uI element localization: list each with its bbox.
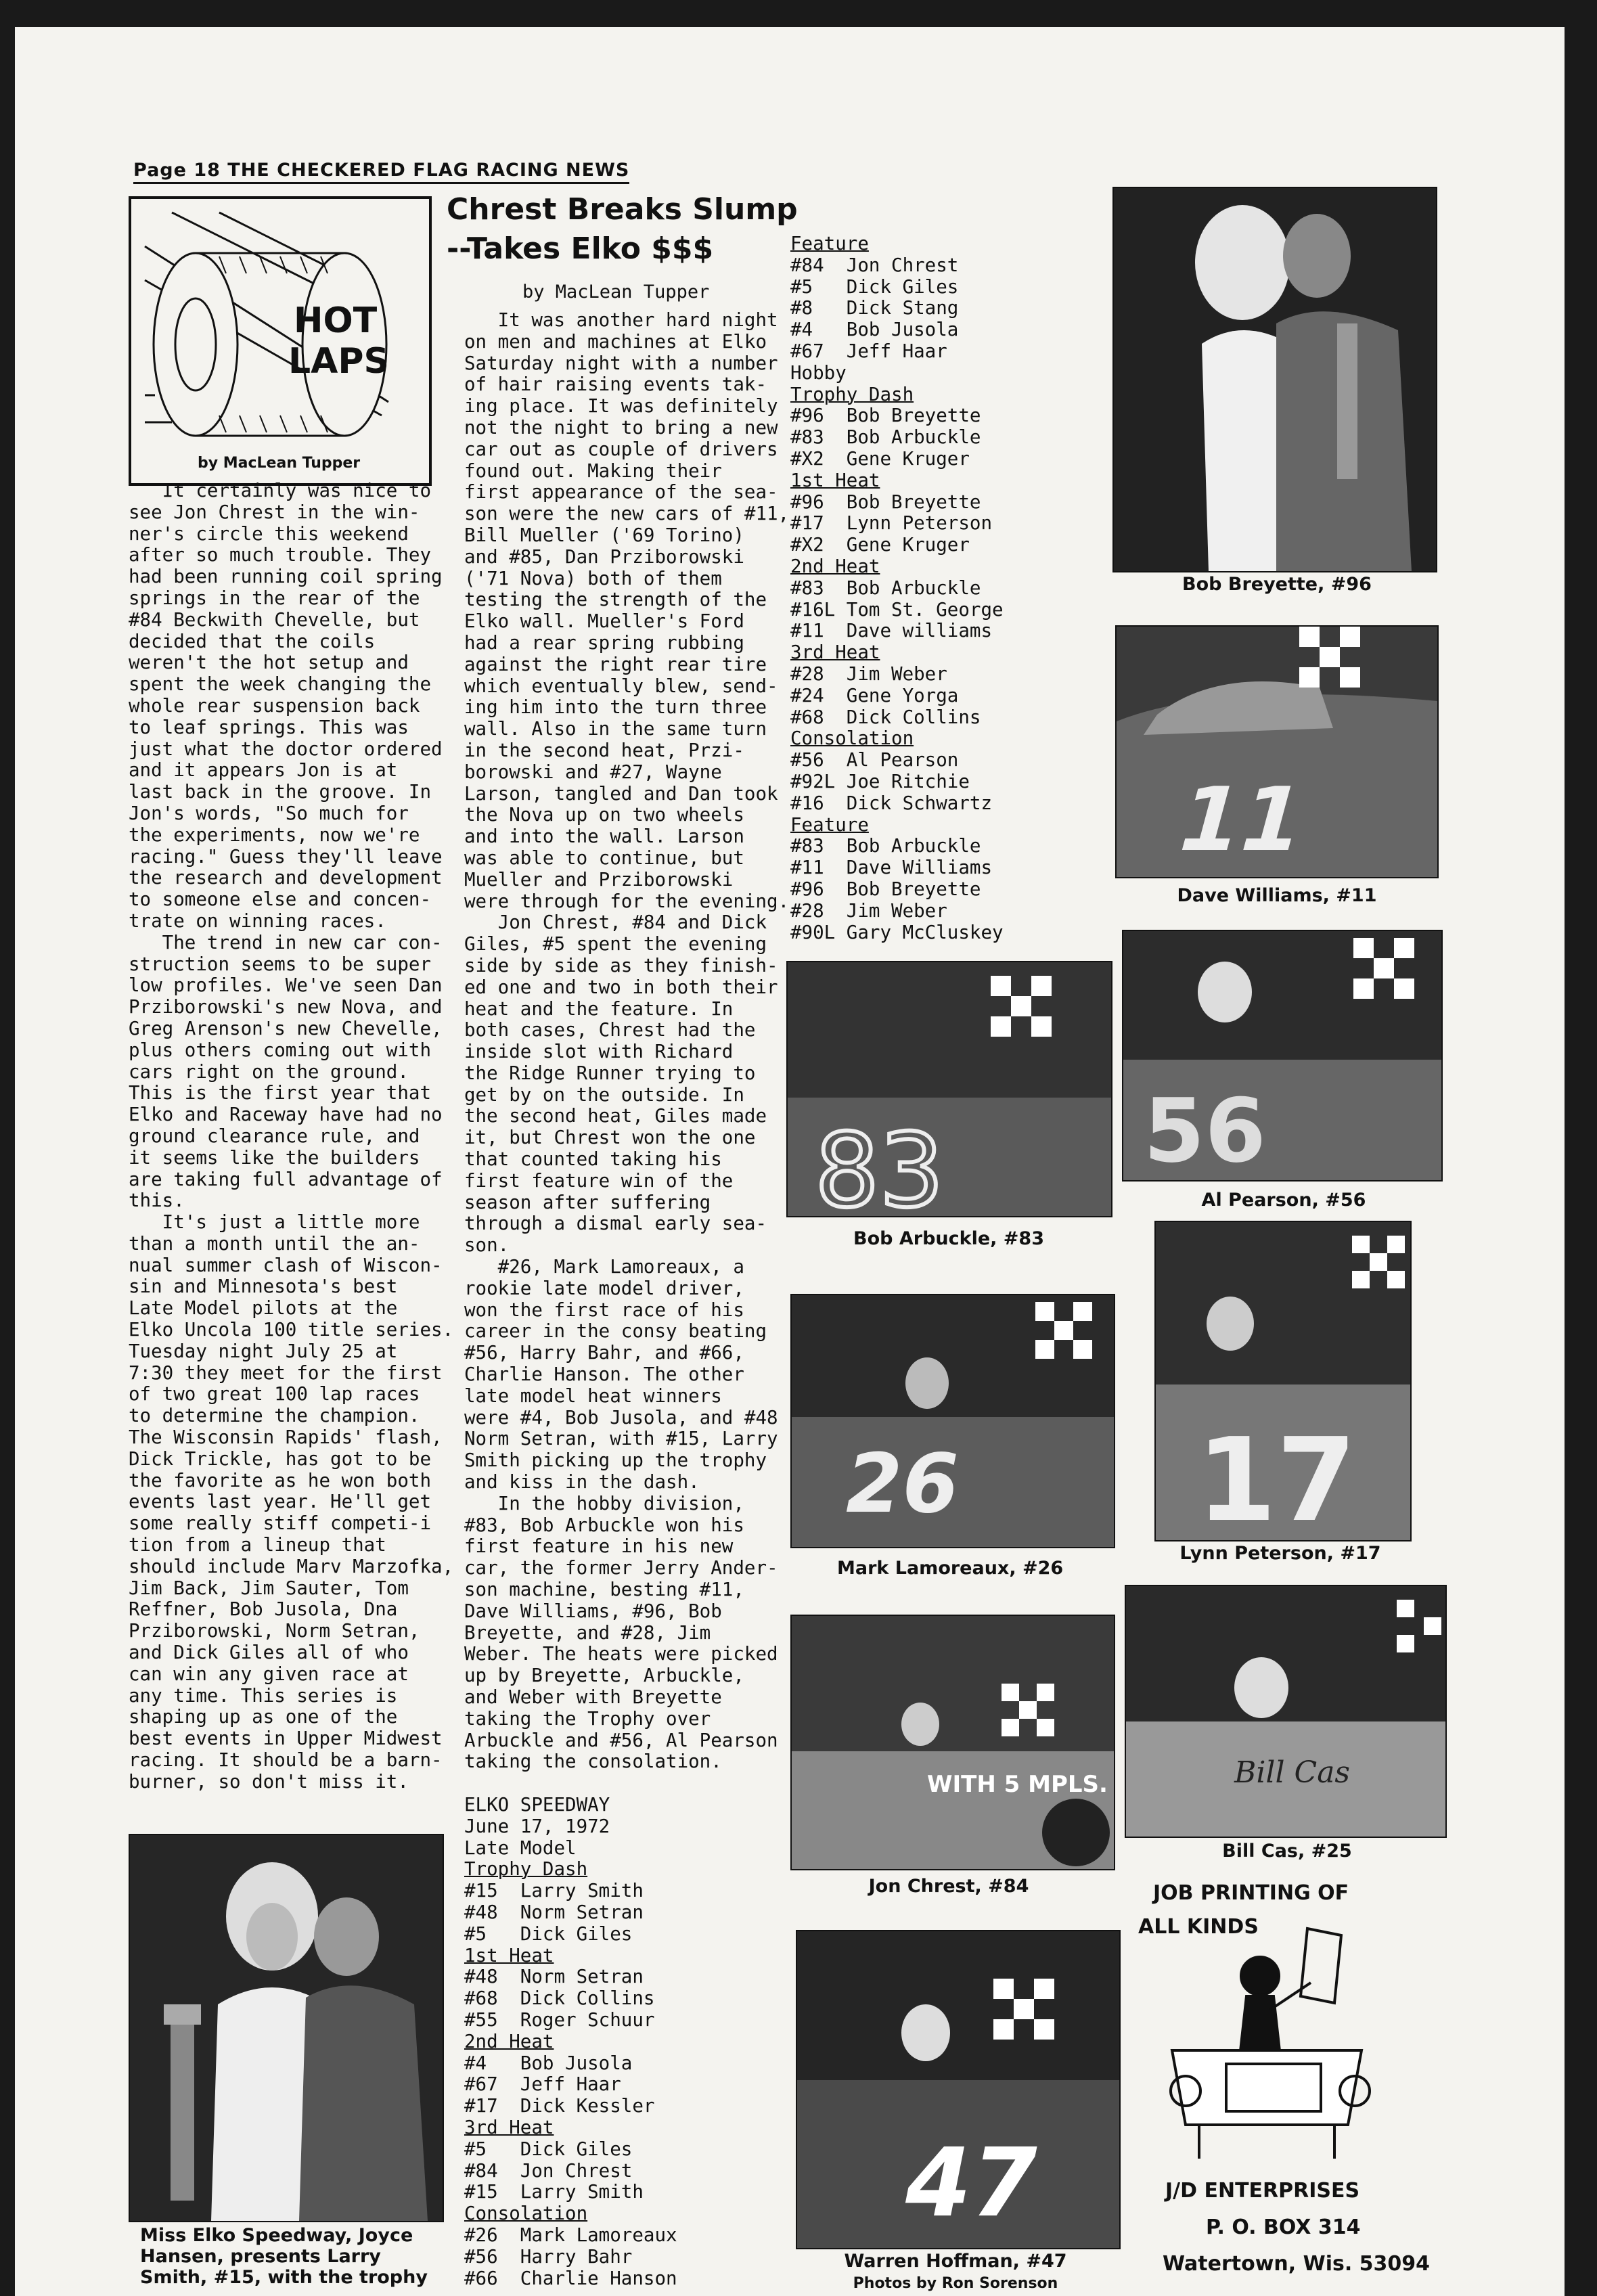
results-line: #56 Harry Bahr — [464, 2245, 633, 2268]
car-text-chrest: WITH 5 MPLS. — [927, 1771, 1108, 1798]
results-line: ELKO SPEEDWAY — [464, 1794, 610, 1816]
ad-line-2: ALL KINDS — [1138, 1915, 1259, 1939]
hot-laps-byline: by MacLean Tupper — [198, 455, 361, 472]
results-heading: Trophy Dash — [464, 1858, 588, 1881]
results-line: #48 Norm Setran — [464, 1901, 644, 1923]
results-heading: Consolation — [790, 727, 914, 750]
results-line: #67 Jeff Haar — [790, 340, 947, 362]
photo-bill-cas — [1125, 1585, 1447, 1838]
hot-laps-logo-word-1: HOT — [294, 300, 378, 341]
caption-miss-elko: Miss Elko Speedway, Joyce Hansen, presents Larry Smith, #15, with the trophy — [140, 2225, 428, 2288]
results-line: #84 Jon Chrest — [790, 254, 959, 276]
car-number-hoffman: 47 — [905, 2128, 1037, 2238]
results-line: #5 Dick Giles — [790, 275, 959, 298]
results-line: #83 Bob Arbuckle — [790, 577, 981, 599]
results-heading: 3rd Heat — [464, 2116, 554, 2138]
photo-jon-chrest — [790, 1615, 1115, 1870]
results-line: #X2 Gene Kruger — [790, 534, 970, 556]
article-body: It was another hard night on men and machines at Elko Saturday night with a number of hair raising events tak- ing place. It was definitely not the night to bring a new car out as couple of drivers found out. Making their first appearance of the sea- son were the new cars of #11, Bill Mueller ('69 Torino) and #85, Dan Prziborowski ('71 Nova) both of them testing the strength of the Elko wall. Mueller's Ford had a rear spring rubbing against the right rear tire which eventually blew, send- ing him into the turn three wall. Also in the same turn in the second heat, Przi- borowski and #27, Wayne Larson, tangled and Dan took the Nova up on two wheels and into the wall. Larson was able to continue, but Mueller and Prziborowski were through for the evening. Jon Chrest, #84 and Dick Giles, #5 spent the evening side by side as they finish- ed one and two in both their heat and the feature. In both cases, Chrest had the inside slot with Richard the Ridge Runner trying to get by on the outside. In the second heat, Giles made it, but Chrest won the one that counted taking his first feature win of the season after suffering through a dismal early sea- son. #26, Mark Lamoreaux, a rookie late model driver, won the first race of his career in the consy beating #56, Harry Bahr, and #66, Charlie Hanson. The other late model heat winners were #4, Bob Jusola, and #48 Norm Setran, with #15, Larry Smith picking up the trophy and kiss in the dash. In the hobby division, #83, Bob Arbuckle won his first feature in his new car, the former Jerry Ander- son machine, besting #11, Dave Williams, #96, Bob Breyette, and #28, Jim Weber. The heats were picked up by Breyette, Arbuckle, and Weber with Breyette taking the Trophy over Arbuckle and #56, Al Pearson taking the consolation. — [464, 309, 790, 1773]
photo-dave-williams — [1115, 625, 1439, 878]
results-heading: Feature — [790, 813, 869, 836]
car-number-peterson: 17 — [1196, 1414, 1357, 1540]
results-line: Hobby — [790, 361, 847, 384]
caption-williams: Dave Williams, #11 — [1177, 885, 1377, 906]
photo-credit: Photos by Ron Sorenson — [853, 2275, 1058, 2292]
article-headline-line-2: --Takes Elko $$$ — [447, 231, 714, 266]
results-line: #17 Dick Kessler — [464, 2095, 655, 2117]
caption-arbuckle: Bob Arbuckle, #83 — [853, 1228, 1044, 1249]
results-heading: Feature — [790, 233, 869, 254]
results-heading: 2nd Heat — [464, 2030, 554, 2052]
results-line: #83 Bob Arbuckle — [790, 426, 981, 449]
results-line: #66 Charlie Hanson — [464, 2267, 677, 2289]
results-line: Late Model — [464, 1837, 577, 1859]
caption-lamoreaux: Mark Lamoreaux, #26 — [837, 1558, 1064, 1579]
results-line: #96 Bob Breyette — [790, 491, 981, 513]
results-heading: 1st Heat — [790, 469, 880, 491]
results-line: #5 Dick Giles — [464, 1922, 633, 1945]
photo-al-pearson — [1122, 930, 1443, 1181]
caption-hoffman: Warren Hoffman, #47 — [844, 2251, 1067, 2272]
newspaper-page — [15, 27, 1565, 2296]
photo-warren-hoffman — [796, 1930, 1121, 2249]
ad-company: J/D ENTERPRISES — [1165, 2179, 1360, 2203]
results-late-model — [464, 1795, 775, 2289]
page-header: Page 18 THE CHECKERED FLAG RACING NEWS — [133, 160, 629, 184]
results-line: #16 Dick Schwartz — [790, 792, 993, 814]
results-line: #X2 Gene Kruger — [790, 447, 970, 470]
results-line: #67 Jeff Haar — [464, 2073, 621, 2096]
results-line: #56 Al Pearson — [790, 749, 959, 771]
results-line: #96 Bob Breyette — [790, 405, 981, 427]
results-line: #90L Gary McCluskey — [790, 921, 1004, 943]
printing-press-illustration — [1159, 1922, 1375, 2165]
results-line: #68 Dick Collins — [790, 706, 981, 728]
results-line: #11 Dave williams — [790, 620, 993, 642]
results-heading: 3rd Heat — [790, 641, 880, 664]
results-line: #16L Tom St. George — [790, 598, 1004, 621]
results-line: #84 Jon Chrest — [464, 2159, 633, 2182]
results-heading: Consolation — [464, 2203, 588, 2225]
ad-po-box: P. O. BOX 314 — [1206, 2215, 1361, 2239]
article-headline-line-1: Chrest Breaks Slump — [447, 192, 798, 227]
photo-lynn-peterson — [1154, 1221, 1412, 1541]
results-line: #48 Norm Setran — [464, 1966, 644, 1988]
ad-line-1: JOB PRINTING OF — [1153, 1881, 1349, 1905]
hot-laps-logo-word-2: LAPS — [288, 341, 389, 382]
caption-peterson: Lynn Peterson, #17 — [1179, 1543, 1381, 1564]
results-line: #8 Dick Stang — [790, 297, 959, 319]
results-line: #5 Dick Giles — [464, 2138, 633, 2160]
car-number-lamoreaux: 26 — [846, 1437, 959, 1531]
results-line: June 17, 1972 — [464, 1815, 610, 1837]
car-number-arbuckle: 83 — [815, 1112, 944, 1216]
results-feature-hobby — [790, 233, 1102, 943]
results-line: #96 Bob Breyette — [790, 878, 981, 900]
results-line: #92L Joe Ritchie — [790, 770, 970, 792]
results-line: #24 Gene Yorga — [790, 684, 959, 706]
ad-city: Watertown, Wis. 53094 — [1163, 2252, 1431, 2276]
caption-cas: Bill Cas, #25 — [1222, 1841, 1352, 1862]
results-heading: 1st Heat — [464, 1944, 554, 1966]
results-line: #4 Bob Jusola — [464, 2052, 633, 2074]
results-line: #11 Dave Williams — [790, 857, 993, 879]
results-heading: 2nd Heat — [790, 555, 880, 577]
results-line: #15 Larry Smith — [464, 1880, 644, 1902]
hot-laps-column: It certainly was nice to see Jon Chrest in the win- ner's circle this weekend after so much trouble. They had been running coil spring springs in the rear of the #84 Beckwith Chevelle, but decided that the coils weren't the hot setup and spent the week changing the whole rear suspension back to leaf springs. This was just what the doctor ordered and it appears Jon is at last back in the groove. In Jon's words, "So much for the experiments, now we're racing." Guess they'll leave the research and development to someone else and concen- trate on winning races. The trend in new car con- struction seems to be super low profiles. We've seen Dan Prziborowski's new Nova, and Greg Arenson's new Chevelle, plus others coming out with cars right on the ground. This is the first year that Elko and Raceway have had no ground clearance rule, and it seems like the builders are taking full advantage of this. It's just a little more than a month until the an- nual summer clash of Wiscon- sin and Minnesota's best Late Model pilots at the Elko Uncola 100 title series. Tuesday night July 25 at 7:30 they meet for the first of two great 100 lap races to determine the champion. The Wisconsin Rapids' flash, Dick Trickle, has got to be the favorite as he won both events last year. He'll get some really stiff competi-i tion from a lineup that should include Marv Marzofka, Jim Back, Jim Sauter, Tom Reffner, Bob Jusola, Dna Prziborowski, Norm Setran, and Dick Giles all of who can win any given race at any time. This series is shaping up as one of the best events in Upper Midwest racing. It should be a barn- burner, so don't miss it. — [129, 480, 454, 1793]
caption-breyette: Bob Breyette, #96 — [1182, 574, 1372, 595]
results-line: #28 Jim Weber — [790, 662, 947, 685]
article-byline: by MacLean Tupper — [522, 282, 710, 302]
results-line: #28 Jim Weber — [790, 899, 947, 922]
caption-pearson: Al Pearson, #56 — [1201, 1190, 1366, 1211]
hot-laps-logo — [129, 196, 432, 486]
caption-chrest: Jon Chrest, #84 — [868, 1876, 1029, 1897]
results-line: #4 Bob Jusola — [790, 319, 959, 341]
results-line: #17 Lynn Peterson — [790, 512, 993, 535]
results-line: #55 Roger Schuur — [464, 2008, 655, 2031]
results-line: #68 Dick Collins — [464, 1987, 655, 2010]
car-number-williams: 11 — [1166, 769, 1316, 872]
results-heading: Trophy Dash — [790, 383, 914, 405]
results-line: #83 Bob Arbuckle — [790, 835, 981, 857]
photo-mark-lamoreaux — [790, 1294, 1115, 1548]
results-line: #26 Mark Lamoreaux — [464, 2224, 677, 2246]
results-line: #15 Larry Smith — [464, 2181, 644, 2203]
miss-elko-photo — [129, 1834, 444, 2222]
car-number-pearson: 56 — [1144, 1079, 1266, 1180]
car-text-cas: Bill Cas — [1234, 1755, 1351, 1790]
photo-bob-arbuckle — [786, 961, 1112, 1217]
photo-bob-breyette — [1112, 187, 1437, 572]
